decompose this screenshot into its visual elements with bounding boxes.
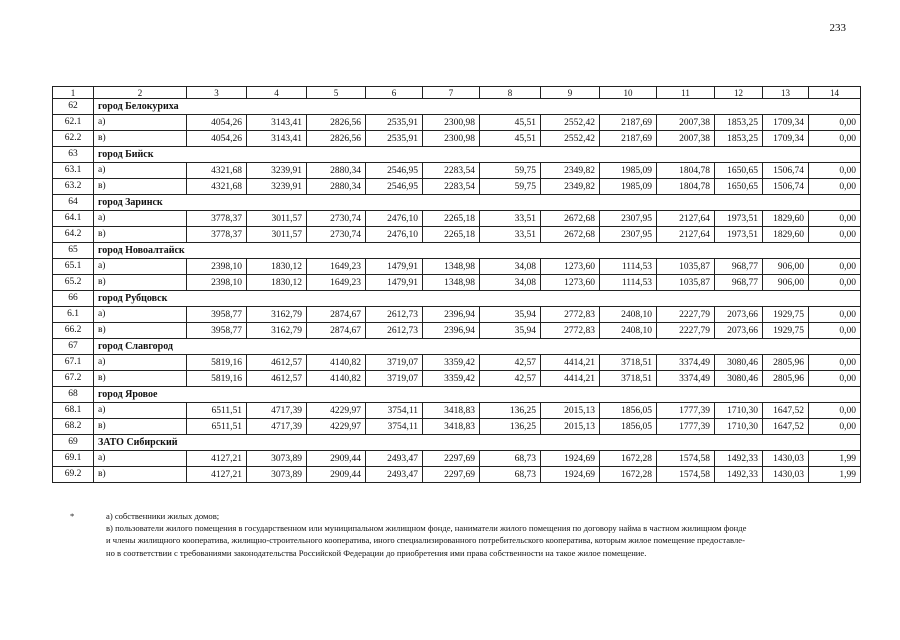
value-cell: 2730,74	[307, 227, 366, 243]
row-id: 67.2	[53, 371, 94, 387]
value-cell: 4140,82	[307, 371, 366, 387]
value-cell: 1273,60	[541, 275, 600, 291]
row-category: в)	[94, 467, 187, 483]
value-cell: 2874,67	[307, 307, 366, 323]
value-cell: 2396,94	[423, 307, 480, 323]
row-id: 67.1	[53, 355, 94, 371]
value-cell: 3239,91	[247, 179, 307, 195]
value-cell: 2476,10	[366, 211, 423, 227]
value-cell: 6511,51	[187, 403, 247, 419]
value-cell: 59,75	[480, 179, 541, 195]
value-cell: 4717,39	[247, 419, 307, 435]
value-cell: 2826,56	[307, 131, 366, 147]
value-cell: 2187,69	[600, 131, 657, 147]
value-cell: 3778,37	[187, 211, 247, 227]
value-cell: 1777,39	[657, 403, 715, 419]
group-row	[53, 147, 861, 163]
value-cell: 2552,42	[541, 131, 600, 147]
group-id: 68	[53, 387, 94, 403]
group-id: 65	[53, 243, 94, 259]
value-cell: 2535,91	[366, 131, 423, 147]
value-cell: 35,94	[480, 307, 541, 323]
group-row	[53, 243, 861, 259]
row-category: а)	[94, 211, 187, 227]
value-cell: 1506,74	[763, 163, 809, 179]
value-cell: 1647,52	[763, 403, 809, 419]
row-id: 64.1	[53, 211, 94, 227]
group-id: 67	[53, 339, 94, 355]
footnote-mark: *	[70, 511, 75, 521]
value-cell: 1479,91	[366, 259, 423, 275]
value-cell: 5819,16	[187, 371, 247, 387]
column-number: 1	[53, 87, 94, 99]
value-cell: 0,00	[809, 163, 861, 179]
value-cell: 3958,77	[187, 323, 247, 339]
value-cell: 1649,23	[307, 259, 366, 275]
value-cell: 2007,38	[657, 131, 715, 147]
value-cell: 4414,21	[541, 371, 600, 387]
row-id: 66.2	[53, 323, 94, 339]
group-row	[53, 387, 861, 403]
value-cell: 4127,21	[187, 451, 247, 467]
value-cell: 45,51	[480, 131, 541, 147]
table-row	[53, 419, 861, 435]
table-row	[53, 259, 861, 275]
table-row	[53, 323, 861, 339]
value-cell: 42,57	[480, 355, 541, 371]
value-cell: 2493,47	[366, 451, 423, 467]
value-cell: 2874,67	[307, 323, 366, 339]
value-cell: 1114,53	[600, 275, 657, 291]
column-number: 14	[809, 87, 861, 99]
value-cell: 2535,91	[366, 115, 423, 131]
value-cell: 1273,60	[541, 259, 600, 275]
column-number: 13	[763, 87, 809, 99]
value-cell: 2398,10	[187, 259, 247, 275]
value-cell: 2909,44	[307, 467, 366, 483]
value-cell: 2349,82	[541, 179, 600, 195]
value-cell: 3011,57	[247, 211, 307, 227]
table-row	[53, 131, 861, 147]
value-cell: 2297,69	[423, 467, 480, 483]
value-cell: 3418,83	[423, 403, 480, 419]
value-cell: 1853,25	[715, 131, 763, 147]
value-cell: 1924,69	[541, 467, 600, 483]
value-cell: 2349,82	[541, 163, 600, 179]
table-row	[53, 275, 861, 291]
row-category: а)	[94, 451, 187, 467]
table-row	[53, 467, 861, 483]
value-cell: 0,00	[809, 355, 861, 371]
value-cell: 2300,98	[423, 131, 480, 147]
value-cell: 1650,65	[715, 179, 763, 195]
table-row	[53, 163, 861, 179]
value-cell: 3778,37	[187, 227, 247, 243]
value-cell: 1710,30	[715, 419, 763, 435]
group-row	[53, 435, 861, 451]
value-cell: 2546,95	[366, 179, 423, 195]
row-id: 65.2	[53, 275, 94, 291]
value-cell: 4127,21	[187, 467, 247, 483]
value-cell: 4054,26	[187, 131, 247, 147]
value-cell: 2300,98	[423, 115, 480, 131]
value-cell: 1574,58	[657, 451, 715, 467]
value-cell: 2552,42	[541, 115, 600, 131]
column-number: 8	[480, 87, 541, 99]
value-cell: 1672,28	[600, 451, 657, 467]
row-category: а)	[94, 259, 187, 275]
value-cell: 1430,03	[763, 451, 809, 467]
value-cell: 2826,56	[307, 115, 366, 131]
tariff-table	[52, 86, 861, 483]
group-id: 64	[53, 195, 94, 211]
group-id: 63	[53, 147, 94, 163]
value-cell: 1479,91	[366, 275, 423, 291]
value-cell: 5819,16	[187, 355, 247, 371]
value-cell: 1,99	[809, 451, 861, 467]
value-cell: 1709,34	[763, 131, 809, 147]
row-category: в)	[94, 275, 187, 291]
table-body	[53, 87, 861, 483]
value-cell: 1853,25	[715, 115, 763, 131]
value-cell: 3073,89	[247, 467, 307, 483]
value-cell: 4229,97	[307, 403, 366, 419]
value-cell: 2612,73	[366, 323, 423, 339]
value-cell: 0,00	[809, 179, 861, 195]
value-cell: 42,57	[480, 371, 541, 387]
column-number: 12	[715, 87, 763, 99]
group-id: 69	[53, 435, 94, 451]
table-row	[53, 371, 861, 387]
column-number: 6	[366, 87, 423, 99]
row-id: 65.1	[53, 259, 94, 275]
value-cell: 34,08	[480, 259, 541, 275]
footnote	[52, 510, 860, 559]
value-cell: 4054,26	[187, 115, 247, 131]
value-cell: 1830,12	[247, 275, 307, 291]
value-cell: 3718,51	[600, 355, 657, 371]
value-cell: 0,00	[809, 115, 861, 131]
column-number: 5	[307, 87, 366, 99]
column-number: 2	[94, 87, 187, 99]
row-category: в)	[94, 419, 187, 435]
value-cell: 3359,42	[423, 371, 480, 387]
value-cell: 2493,47	[366, 467, 423, 483]
value-cell: 3418,83	[423, 419, 480, 435]
value-cell: 1929,75	[763, 323, 809, 339]
value-cell: 2546,95	[366, 163, 423, 179]
value-cell: 4414,21	[541, 355, 600, 371]
value-cell: 0,00	[809, 323, 861, 339]
value-cell: 2880,34	[307, 163, 366, 179]
value-cell: 3239,91	[247, 163, 307, 179]
value-cell: 0,00	[809, 419, 861, 435]
value-cell: 2307,95	[600, 211, 657, 227]
value-cell: 2805,96	[763, 355, 809, 371]
value-cell: 2476,10	[366, 227, 423, 243]
column-number: 4	[247, 87, 307, 99]
value-cell: 3143,41	[247, 115, 307, 131]
value-cell: 2880,34	[307, 179, 366, 195]
value-cell: 45,51	[480, 115, 541, 131]
value-cell: 2283,54	[423, 179, 480, 195]
value-cell: 2227,79	[657, 323, 715, 339]
row-category: а)	[94, 355, 187, 371]
value-cell: 1856,05	[600, 403, 657, 419]
value-cell: 4321,68	[187, 163, 247, 179]
group-name: город Бийск	[94, 147, 861, 163]
value-cell: 3719,07	[366, 371, 423, 387]
table-row	[53, 227, 861, 243]
value-cell: 3162,79	[247, 307, 307, 323]
value-cell: 4321,68	[187, 179, 247, 195]
row-id: 62.1	[53, 115, 94, 131]
value-cell: 968,77	[715, 259, 763, 275]
value-cell: 3958,77	[187, 307, 247, 323]
value-cell: 0,00	[809, 131, 861, 147]
column-number: 10	[600, 87, 657, 99]
group-row	[53, 339, 861, 355]
value-cell: 2015,13	[541, 403, 600, 419]
value-cell: 1574,58	[657, 467, 715, 483]
group-name: город Новоалтайск	[94, 243, 861, 259]
value-cell: 3011,57	[247, 227, 307, 243]
group-id: 62	[53, 99, 94, 115]
value-cell: 59,75	[480, 163, 541, 179]
value-cell: 2265,18	[423, 211, 480, 227]
value-cell: 3073,89	[247, 451, 307, 467]
row-id: 69.2	[53, 467, 94, 483]
row-id: 68.1	[53, 403, 94, 419]
row-id: 62.2	[53, 131, 94, 147]
value-cell: 4717,39	[247, 403, 307, 419]
value-cell: 68,73	[480, 467, 541, 483]
footnote-line-a: а) собственники жилых домов;	[106, 511, 220, 521]
group-name: город Славгород	[94, 339, 861, 355]
value-cell: 2398,10	[187, 275, 247, 291]
value-cell: 2672,68	[541, 227, 600, 243]
value-cell: 34,08	[480, 275, 541, 291]
value-cell: 1985,09	[600, 163, 657, 179]
value-cell: 68,73	[480, 451, 541, 467]
value-cell: 2187,69	[600, 115, 657, 131]
table-row	[53, 115, 861, 131]
value-cell: 968,77	[715, 275, 763, 291]
value-cell: 0,00	[809, 227, 861, 243]
value-cell: 1672,28	[600, 467, 657, 483]
value-cell: 1650,65	[715, 163, 763, 179]
row-category: а)	[94, 307, 187, 323]
table-row	[53, 403, 861, 419]
column-number: 11	[657, 87, 715, 99]
column-number: 7	[423, 87, 480, 99]
value-cell: 1804,78	[657, 163, 715, 179]
value-cell: 6511,51	[187, 419, 247, 435]
value-cell: 0,00	[809, 307, 861, 323]
value-cell: 3359,42	[423, 355, 480, 371]
value-cell: 1856,05	[600, 419, 657, 435]
value-cell: 4229,97	[307, 419, 366, 435]
value-cell: 2772,83	[541, 307, 600, 323]
row-category: а)	[94, 163, 187, 179]
value-cell: 35,94	[480, 323, 541, 339]
value-cell: 2127,64	[657, 211, 715, 227]
value-cell: 3754,11	[366, 403, 423, 419]
group-name: город Белокуриха	[94, 99, 861, 115]
footnote-line-b-cont: но в соответствии с требованиями законодательства Российской Федерации до приобретения ими права собственности на такое жилое помещение.	[106, 547, 647, 558]
value-cell: 0,00	[809, 275, 861, 291]
value-cell: 1035,87	[657, 259, 715, 275]
value-cell: 2805,96	[763, 371, 809, 387]
value-cell: 1804,78	[657, 179, 715, 195]
value-cell: 1492,33	[715, 451, 763, 467]
value-cell: 2283,54	[423, 163, 480, 179]
value-cell: 3754,11	[366, 419, 423, 435]
value-cell: 0,00	[809, 259, 861, 275]
value-cell: 0,00	[809, 371, 861, 387]
row-category: в)	[94, 371, 187, 387]
value-cell: 2408,10	[600, 323, 657, 339]
table-row	[53, 211, 861, 227]
value-cell: 1777,39	[657, 419, 715, 435]
value-cell: 1492,33	[715, 467, 763, 483]
group-id: 66	[53, 291, 94, 307]
column-number: 3	[187, 87, 247, 99]
value-cell: 4140,82	[307, 355, 366, 371]
value-cell: 2265,18	[423, 227, 480, 243]
row-id: 68.2	[53, 419, 94, 435]
value-cell: 2730,74	[307, 211, 366, 227]
value-cell: 2073,66	[715, 307, 763, 323]
value-cell: 2909,44	[307, 451, 366, 467]
row-category: в)	[94, 323, 187, 339]
value-cell: 2227,79	[657, 307, 715, 323]
value-cell: 1710,30	[715, 403, 763, 419]
value-cell: 1649,23	[307, 275, 366, 291]
value-cell: 1506,74	[763, 179, 809, 195]
value-cell: 1973,51	[715, 211, 763, 227]
value-cell: 1924,69	[541, 451, 600, 467]
row-id: 69.1	[53, 451, 94, 467]
value-cell: 3080,46	[715, 355, 763, 371]
value-cell: 3374,49	[657, 371, 715, 387]
row-category: в)	[94, 131, 187, 147]
value-cell: 1829,60	[763, 211, 809, 227]
value-cell: 33,51	[480, 227, 541, 243]
value-cell: 1647,52	[763, 419, 809, 435]
value-cell: 136,25	[480, 419, 541, 435]
value-cell: 906,00	[763, 259, 809, 275]
value-cell: 2672,68	[541, 211, 600, 227]
value-cell: 4612,57	[247, 371, 307, 387]
group-row	[53, 195, 861, 211]
row-id: 63.1	[53, 163, 94, 179]
value-cell: 1929,75	[763, 307, 809, 323]
group-name: город Заринск	[94, 195, 861, 211]
column-number: 9	[541, 87, 600, 99]
value-cell: 3162,79	[247, 323, 307, 339]
value-cell: 1830,12	[247, 259, 307, 275]
value-cell: 1348,98	[423, 259, 480, 275]
row-id: 63.2	[53, 179, 94, 195]
footnote-line-b-cont: и члены жилищного кооператива, жилищно-строительного кооператива, иного специализированного потребительского кооператива, которым жилое помещение предоставле-	[106, 535, 745, 546]
value-cell: 2297,69	[423, 451, 480, 467]
group-name: ЗАТО Сибирский	[94, 435, 861, 451]
value-cell: 2612,73	[366, 307, 423, 323]
value-cell: 2073,66	[715, 323, 763, 339]
value-cell: 1985,09	[600, 179, 657, 195]
value-cell: 2772,83	[541, 323, 600, 339]
value-cell: 1348,98	[423, 275, 480, 291]
value-cell: 1114,53	[600, 259, 657, 275]
value-cell: 2408,10	[600, 307, 657, 323]
column-number-row	[53, 87, 861, 99]
value-cell: 3718,51	[600, 371, 657, 387]
value-cell: 1709,34	[763, 115, 809, 131]
value-cell: 1,99	[809, 467, 861, 483]
value-cell: 4612,57	[247, 355, 307, 371]
value-cell: 0,00	[809, 211, 861, 227]
group-name: город Рубцовск	[94, 291, 861, 307]
value-cell: 0,00	[809, 403, 861, 419]
value-cell: 2307,95	[600, 227, 657, 243]
row-id: 64.2	[53, 227, 94, 243]
value-cell: 1973,51	[715, 227, 763, 243]
table-row	[53, 307, 861, 323]
row-category: а)	[94, 115, 187, 131]
value-cell: 2127,64	[657, 227, 715, 243]
value-cell: 3080,46	[715, 371, 763, 387]
value-cell: 1035,87	[657, 275, 715, 291]
value-cell: 1430,03	[763, 467, 809, 483]
row-category: в)	[94, 179, 187, 195]
table-row	[53, 355, 861, 371]
value-cell: 1829,60	[763, 227, 809, 243]
table-row	[53, 179, 861, 195]
value-cell: 33,51	[480, 211, 541, 227]
group-name: город Яровое	[94, 387, 861, 403]
group-row	[53, 99, 861, 115]
value-cell: 136,25	[480, 403, 541, 419]
group-row	[53, 291, 861, 307]
page-number: 233	[829, 22, 846, 34]
value-cell: 2007,38	[657, 115, 715, 131]
footnote-line-b: в) пользователи жилого помещения в государственном или муниципальном жилищном фонде, наниматели жилого помещения по договору найма в частном жилищном фонде	[106, 523, 747, 534]
row-category: в)	[94, 227, 187, 243]
value-cell: 3719,07	[366, 355, 423, 371]
value-cell: 3143,41	[247, 131, 307, 147]
row-id: 6.1	[53, 307, 94, 323]
value-cell: 2015,13	[541, 419, 600, 435]
value-cell: 906,00	[763, 275, 809, 291]
table-row	[53, 451, 861, 467]
value-cell: 2396,94	[423, 323, 480, 339]
row-category: а)	[94, 403, 187, 419]
value-cell: 3374,49	[657, 355, 715, 371]
